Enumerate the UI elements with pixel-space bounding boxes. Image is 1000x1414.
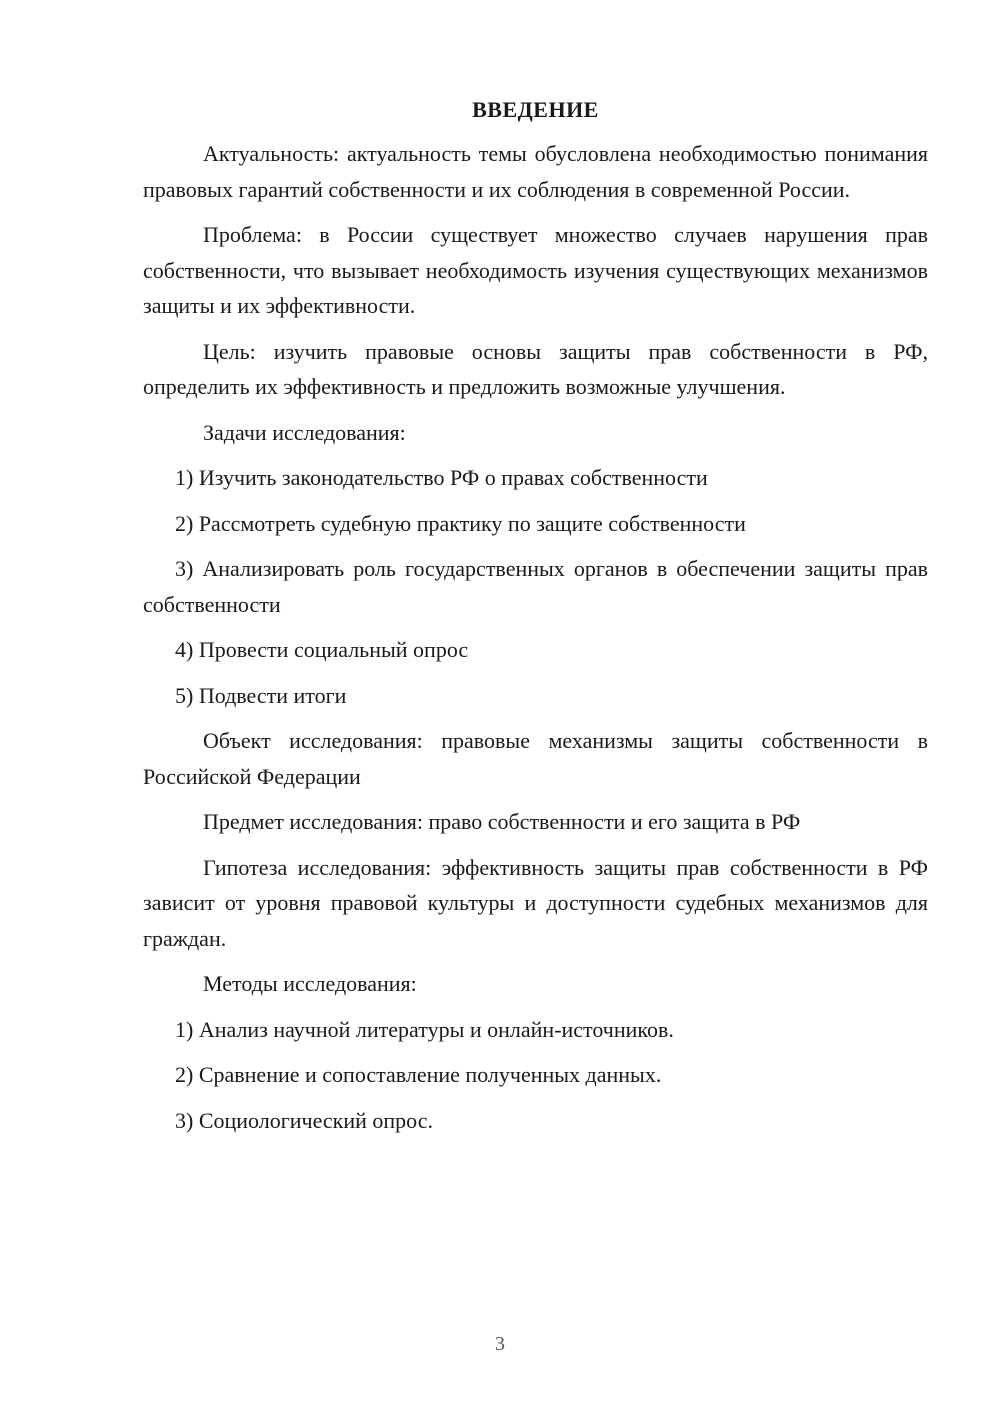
list-item-method-3: 3) Социологический опрос. [175,1107,433,1133]
paragraph-tasks-heading: Задачи исследования: [203,419,406,445]
document-page [143,92,928,1148]
list-item-method-2: 2) Сравнение и сопоставление полученных данных. [175,1062,662,1087]
paragraph-subject: Предмет исследования: право собственности и его защита в РФ [203,809,801,834]
page-number: 3 [495,1333,505,1355]
list-item-method-1: 1) Анализ научной литературы и онлайн-источников. [175,1016,674,1042]
paragraph-methods-heading: Методы исследования: [203,971,417,996]
list-item-task-5: 5) Подвести итоги [175,682,347,708]
section-title: ВВЕДЕНИЕ [472,97,599,122]
paragraph-problem: Проблема: в России существует множество случаев нарушения прав собственности, что вызывает необходимость изучения существующих механизмов защиты и их эффективности. [143,222,928,318]
paragraph-relevance: Актуальность: актуальность темы обусловлена необходимостью понимания правовых гарантий собственности и их соблюдения в современной России. [143,141,928,202]
paragraph-hypothesis: Гипотеза исследования: эффективность защиты прав собственности в РФ зависит от уровня правовой культуры и доступности судебных механизмов для граждан. [143,854,928,951]
list-item-task-1: 1) Изучить законодательство РФ о правах собственности [175,465,708,490]
list-item-task-3: 3) Анализировать роль государственных органов в обеспечении защиты прав собственности [143,556,928,617]
list-item-task-4: 4) Провести социальный опрос [175,637,469,662]
paragraph-goal: Цель: изучить правовые основы защиты прав собственности в РФ, определить их эффективность и предложить возможные улучшения. [143,338,928,399]
paragraph-object: Объект исследования: правовые механизмы защиты собственности в Российской Федерации [143,728,928,789]
list-item-task-2: 2) Рассмотреть судебную практику по защите собственности [175,510,746,536]
